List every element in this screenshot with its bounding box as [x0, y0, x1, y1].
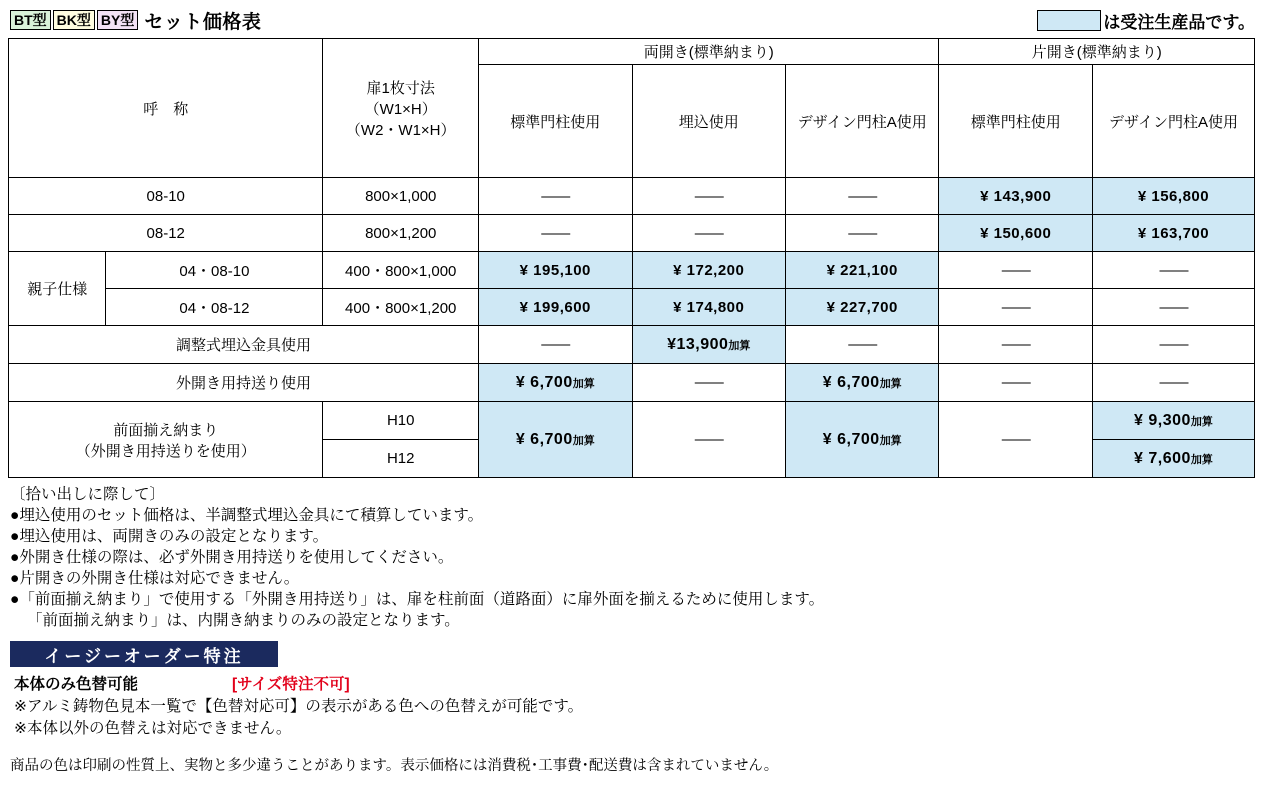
cell-embedded: ——: [632, 364, 785, 402]
cell-design-post-a-suffix: 加算: [879, 377, 902, 390]
cell-design-post-a: ——: [786, 178, 939, 215]
cell-single-standard-post: ¥ 150,600: [939, 215, 1092, 252]
cell-standard-post: [479, 402, 632, 478]
easy-order-body: [14, 674, 1253, 740]
cell-embedded: [632, 326, 785, 364]
header-col-embedded: 埋込使用: [632, 65, 785, 178]
note-sub-item: 「前面揃え納まり」は、内開き納まりのみの設定となります。: [27, 612, 460, 629]
cell-design-post-a-amount: ¥ 6,700: [822, 373, 880, 391]
cell-embedded-amount: ¥13,900: [667, 335, 729, 353]
easy-order-row-1: [14, 674, 1253, 696]
row-name: 04・08-10: [106, 252, 323, 289]
note-item: ●外開き仕様の際は、必ず外開き用持送りを使用してください。: [10, 549, 454, 566]
table-row: [9, 252, 1255, 289]
cell-embedded: ¥ 172,200: [632, 252, 785, 289]
header-size-line1: 扉1枚寸法: [366, 79, 435, 97]
row-size: 400・800×1,200: [323, 289, 479, 326]
note-item: ●埋込使用は、両開きのみの設定となります。: [10, 528, 329, 545]
cell-embedded: ¥ 174,800: [632, 289, 785, 326]
row-group-oyako: 親子仕様: [9, 252, 106, 326]
table-row-option: [9, 364, 1255, 402]
cell-design-post-a: ——: [786, 326, 939, 364]
easy-order-banner: イージーオーダー特注: [10, 641, 278, 667]
front-align-sub-h10: H10: [323, 402, 479, 440]
cell-standard-post-amount: ¥ 6,700: [515, 373, 573, 391]
cell-design-post-a: [786, 402, 939, 478]
model-tag-bk: BK型: [53, 10, 95, 30]
front-align-label-line2: （外開き用持送りを使用）: [75, 442, 256, 460]
cell-single-design-post-a: ——: [1092, 289, 1254, 326]
table-header-row-1: [9, 39, 1255, 65]
cell-single-standard-post: ——: [939, 364, 1092, 402]
cell-single-standard-post: ——: [939, 326, 1092, 364]
row-size: 800×1,200: [323, 215, 479, 252]
cell-standard-post-amount: ¥ 6,700: [515, 430, 573, 448]
table-row: [9, 215, 1255, 252]
cell-single-design-post-a: ——: [1092, 252, 1254, 289]
cell-standard-post: ——: [479, 178, 632, 215]
front-align-label: [9, 402, 323, 478]
cell-single-standard-post: ——: [939, 402, 1092, 478]
cell-standard-post: ——: [479, 326, 632, 364]
cell-standard-post-suffix: 加算: [572, 434, 595, 447]
header-name: 呼 称: [9, 39, 323, 178]
header-double-open: 両開き(標準納まり): [479, 39, 939, 65]
cell-single-design-post-a: ¥ 156,800: [1092, 178, 1254, 215]
cell-standard-post: ——: [479, 215, 632, 252]
cell-standard-post: ¥ 195,100: [479, 252, 632, 289]
model-tag-bt: BT型: [10, 10, 51, 30]
row-name: 08-12: [9, 215, 323, 252]
cell-standard-post: ¥ 199,600: [479, 289, 632, 326]
cell-design-post-a: ¥ 221,100: [786, 252, 939, 289]
size-custom-unavailable-label: [サイズ特注不可]: [232, 676, 350, 693]
header-col-design-post-a: デザイン門柱A使用: [786, 65, 939, 178]
cell-single-design-post-a-amount: ¥ 9,300: [1134, 411, 1191, 429]
header-size-line3: （W2・W1×H）: [345, 121, 456, 139]
cell-embedded: ——: [632, 178, 785, 215]
header-single-open: 片開き(標準納まり): [939, 39, 1255, 65]
body-color-change-label: 本体のみ色替可能: [14, 676, 139, 693]
note-item: ●埋込使用のセット価格は、半調整式埋込金具にて積算しています。: [10, 507, 484, 524]
cell-embedded-suffix: 加算: [728, 339, 751, 352]
cell-design-post-a: [786, 364, 939, 402]
header-size: [323, 39, 479, 178]
easy-order-note-1: ※アルミ鋳物色見本一覧で【色替対応可】の表示がある色への色替えが可能です。: [14, 698, 584, 715]
header-col-standard-post-2: 標準門柱使用: [939, 65, 1092, 178]
header-size-line2: （W1×H）: [364, 100, 437, 118]
cell-single-design-post-a-suffix: 加算: [1190, 415, 1213, 428]
cell-single-design-post-a-amount: ¥ 7,600: [1134, 449, 1191, 467]
notes-section: [10, 484, 1253, 631]
option-label-adjustable: 調整式埋込金具使用: [9, 326, 479, 364]
table-row-option: [9, 326, 1255, 364]
cell-embedded: ——: [632, 402, 785, 478]
table-row: [9, 178, 1255, 215]
row-name: 04・08-12: [106, 289, 323, 326]
note-item: ●「前面揃え納まり」で使用する「外開き用持送り」は、扉を柱前面（道路面）に扉外面を揃えるために使用します。: [10, 591, 825, 608]
table-row: [9, 289, 1255, 326]
table-row-front-align: [9, 402, 1255, 440]
cell-single-design-post-a-suffix: 加算: [1190, 453, 1213, 466]
cell-design-post-a: ¥ 227,700: [786, 289, 939, 326]
easy-order-note-2: ※本体以外の色替えは対応できません。: [14, 720, 292, 737]
cell-standard-post-suffix: 加算: [572, 377, 595, 390]
cell-single-design-post-a: ——: [1092, 326, 1254, 364]
page-header: [0, 0, 1263, 38]
cell-embedded: ——: [632, 215, 785, 252]
option-label-outward: 外開き用持送り使用: [9, 364, 479, 402]
front-align-label-line1: 前面揃え納まり: [113, 421, 219, 439]
row-size: 800×1,000: [323, 178, 479, 215]
price-table: [8, 38, 1255, 478]
note-item: ●片開きの外開き仕様は対応できません。: [10, 570, 300, 587]
cell-single-standard-post: ¥ 143,900: [939, 178, 1092, 215]
cell-single-standard-post: ——: [939, 252, 1092, 289]
legend: [1037, 8, 1255, 33]
front-align-sub-h12: H12: [323, 440, 479, 478]
row-size: 400・800×1,000: [323, 252, 479, 289]
header-col-standard-post: 標準門柱使用: [479, 65, 632, 178]
cell-single-design-post-a: [1092, 402, 1254, 440]
cell-single-design-post-a: ¥ 163,700: [1092, 215, 1254, 252]
cell-design-post-a-suffix: 加算: [879, 434, 902, 447]
page-title: セット価格表: [144, 11, 262, 33]
legend-color-swatch: [1037, 10, 1101, 31]
model-tag-by: BY型: [97, 10, 138, 30]
header-col-design-post-a-2: デザイン門柱A使用: [1092, 65, 1254, 178]
cell-single-standard-post: ——: [939, 289, 1092, 326]
footer-note: 商品の色は印刷の性質上、実物と多少違うことがあります。表示価格には消費税･工事費･配送費は含まれていません。: [10, 758, 779, 774]
cell-single-design-post-a: ——: [1092, 364, 1254, 402]
cell-design-post-a: ——: [786, 215, 939, 252]
cell-single-design-post-a: [1092, 440, 1254, 478]
legend-label: は受注生産品です。: [1103, 12, 1255, 32]
notes-title: 〔拾い出しに際して〕: [10, 486, 166, 503]
row-name: 08-10: [9, 178, 323, 215]
cell-design-post-a-amount: ¥ 6,700: [822, 430, 880, 448]
cell-standard-post: [479, 364, 632, 402]
